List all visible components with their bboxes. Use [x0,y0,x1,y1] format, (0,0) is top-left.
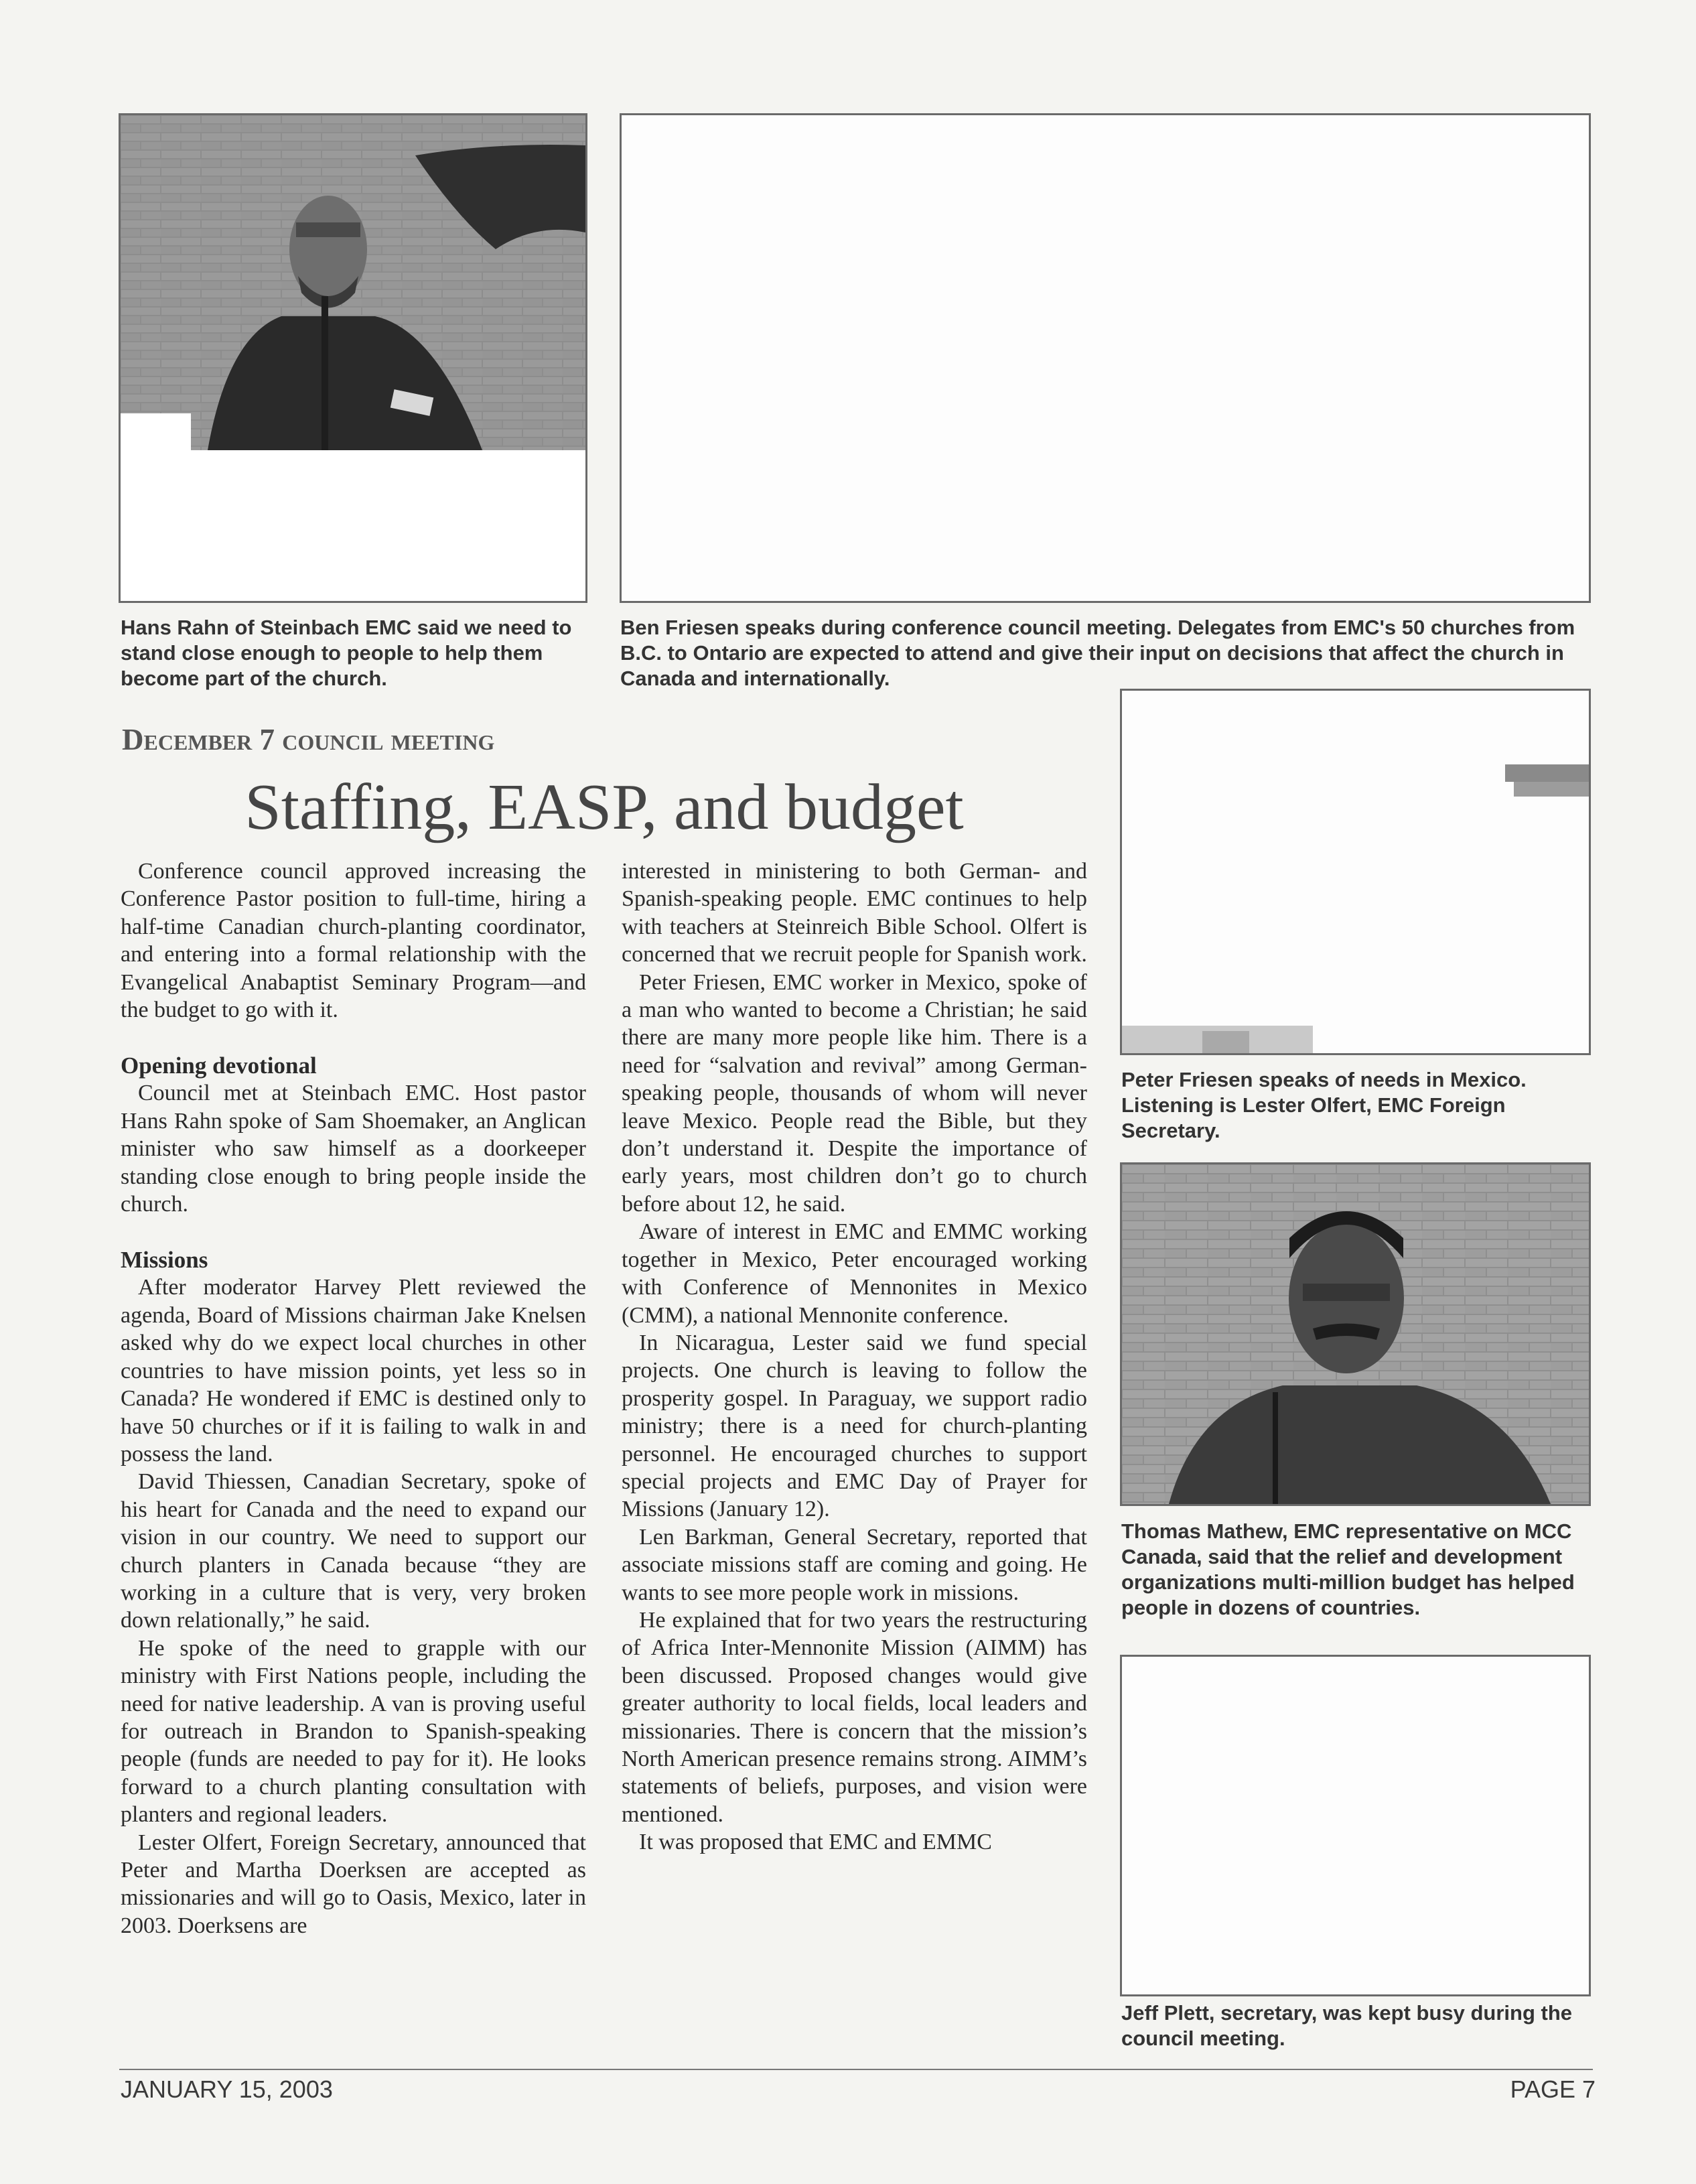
body-paragraph: David Thiessen, Canadian Secretary, spoke of his heart for Canada and the need to expand our vision in our country. We need to support our church planters in Canada because “they are working in a culture that is very, very broken down relationally,” he said. [121,1469,586,1633]
body-paragraph: Lester Olfert, Foreign Secretary, announced that Peter and Martha Doerksen are accepted as missionaries and will go to Oasis, Mexico, later in 2003. Doerksens are [121,1830,586,1938]
footer-page-number: PAGE 7 [1510,2075,1596,2103]
photo-hans-rahn [119,113,587,603]
body-paragraph: He spoke of the need to grapple with our ministry with First Nations people, including the need for native leadership. A van is proving useful for outreach in Brandon to Spanish-speaking people (funds are needed to pay for it). He looks forward to a church planting consultation with planters and regional leaders. [121,1635,586,1828]
body-paragraph: Conference council approved increasing the Conference Pastor position to full-time, hiring a half-time Canadian church-planting coordinator, and entering into a formal relationship with the Evangelical Anabaptist Seminary Program—and the budget to go with it. [121,859,586,1023]
hans-rahn-photo-image [121,115,585,601]
ben-friesen-caption: Ben Friesen speaks during conference council meeting. Delegates from EMC's 50 churches from B.C. to Ontario are expected to attend and give their input on decisions that affect the church in Canada and internationally. [620,616,1575,690]
section-heading: Missions [121,1247,208,1274]
footer-date: JANUARY 15, 2003 [121,2075,333,2103]
article-headline: Staffing, EASP, and budget [244,771,964,843]
body-paragraph: After moderator Harvey Plett reviewed the agenda, Board of Missions chairman Jake Knelsen asked why do we expect local churches in other countries to have mission points, yet less so in Canada? He wondered if EMC is destined only to have 50 churches or if it is failing to walk in and possess the land. [121,1275,586,1466]
peter-friesen-photo-image [1122,691,1589,1053]
photo-thomas-mathew [1120,1162,1591,1506]
photo-peter-friesen [1120,689,1591,1055]
jeff-plett-caption: Jeff Plett, secretary, was kept busy during the council meeting. [1121,2001,1573,2050]
body-paragraph: Peter Friesen, EMC worker in Mexico, spoke of a man who wanted to become a Christian; he said there are many more people like him. There is a need for “salvation and revival” among German-speaking people, thousands of whom will never leave Mexico. People read the Bible, but they don’t understand it. Despite the importance of early years, most children don’t go to church before about 12, he said. [622,969,1087,1217]
body-paragraph: In Nicaragua, Lester said we fund special projects. One church is leaving to follow the prosperity gospel. In Paraguay, we support radio ministry; there is a need for church-planting personnel. He encouraged churches to support special projects and EMC Day of Prayer for Missions (January 12). [622,1330,1087,1522]
body-paragraph: Len Barkman, General Secretary, reported that associate missions staff are coming and going. He wants to see more people work in missions. [622,1524,1087,1605]
hans-rahn-caption: Hans Rahn of Steinbach EMC said we need to stand close enough to people to help them become part of the church. [121,616,572,690]
peter-friesen-caption: Peter Friesen speaks of needs in Mexico. Listening is Lester Olfert, EMC Foreign Secretary. [1121,1068,1527,1142]
footer-divider [119,2069,1593,2070]
thomas-mathew-caption: Thomas Mathew, EMC representative on MCC Canada, said that the relief and development organizations multi-million budget has helped people in dozens of countries. [1121,1519,1575,1619]
article-kicker: December 7 council meeting [122,723,495,756]
photo-ben-friesen [620,113,1591,603]
photo-jeff-plett [1120,1655,1591,1996]
thomas-mathew-photo-image [1122,1164,1589,1504]
body-paragraph: Council met at Steinbach EMC. Host pastor Hans Rahn spoke of Sam Shoemaker, an Anglican minister who saw himself as a doorkeeper standing close enough to bring people inside the church. [121,1081,586,1217]
section-heading: Opening devotional [121,1052,317,1079]
body-paragraph: interested in ministering to both German- and Spanish-speaking people. EMC continues to help with teachers at Steinreich Bible School. Olfert is concerned that we recruit people for Spanish work. [622,859,1087,967]
body-paragraph: It was proposed that EMC and EMMC [639,1830,992,1855]
article-column-2 [622,858,1087,1856]
body-paragraph: Aware of interest in EMC and EMMC working together in Mexico, Peter encouraged working with Conference of Mennonites in Mexico (CMM), a national Mennonite conference. [622,1219,1087,1328]
body-paragraph: He explained that for two years the restructuring of Africa Inter-Mennonite Mission (AIMM) has been discussed. Proposed changes would give greater authority to local fields, local leaders and missionaries. There is concern that the mission’s North American presence remains strong. AIMM’s statements of beliefs, purposes, and vision were mentioned. [622,1607,1087,1827]
article-column-1 [121,858,586,1939]
